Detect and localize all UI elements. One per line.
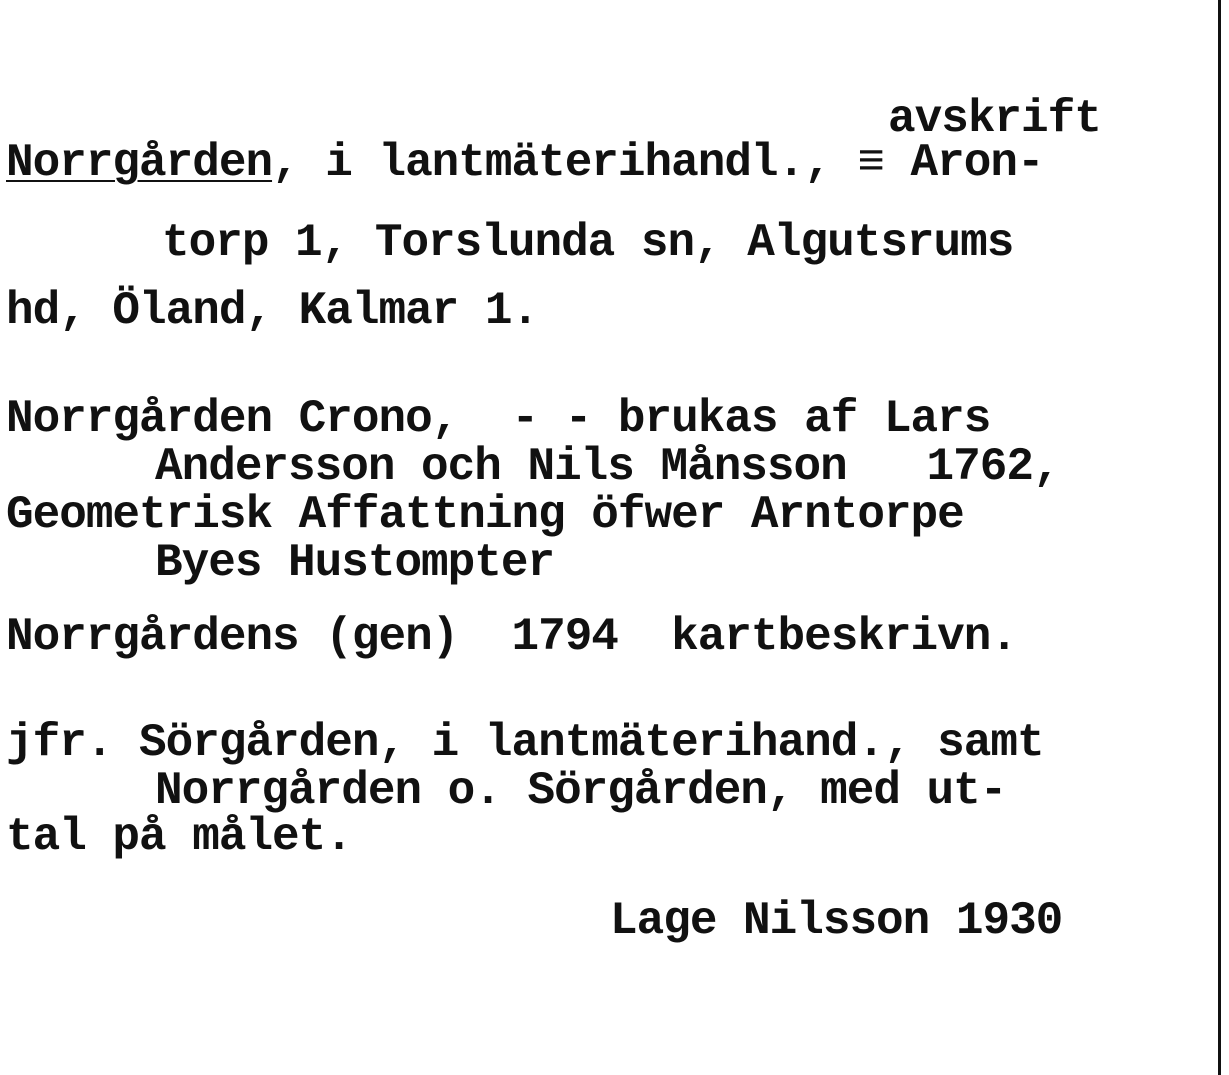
headword: Norrgården xyxy=(6,137,273,189)
entry4-line1: jfr. Sörgården, i lantmäterihand., samt xyxy=(6,717,1044,769)
entry2-line3: Geometrisk Affattning öfwer Arntorpe xyxy=(6,489,964,541)
entry1-line3: hd, Öland, Kalmar 1. xyxy=(6,285,539,337)
entry4-line3: tal på målet. xyxy=(6,811,352,863)
entry1-line1 xyxy=(6,137,1044,189)
entry2-line4: Byes Hustompter xyxy=(155,537,555,589)
entry1-line2: torp 1, Torslunda sn, Algutsrums xyxy=(162,217,1014,269)
entry1-line1-rest: , i lantmäterihandl., ≡ Aron- xyxy=(272,137,1044,189)
signature: Lage Nilsson 1930 xyxy=(610,895,1063,947)
entry3-line1: Norrgårdens (gen) 1794 kartbeskrivn. xyxy=(6,611,1017,663)
card-edge-line xyxy=(1218,0,1221,1075)
annotation-avskrift: avskrift xyxy=(888,93,1101,145)
entry2-line1: Norrgården Crono, - - brukas af Lars xyxy=(6,393,991,445)
entry4-line2: Norrgården o. Sörgården, med ut- xyxy=(155,765,1007,817)
entry2-line2: Andersson och Nils Månsson 1762, xyxy=(155,441,1060,493)
